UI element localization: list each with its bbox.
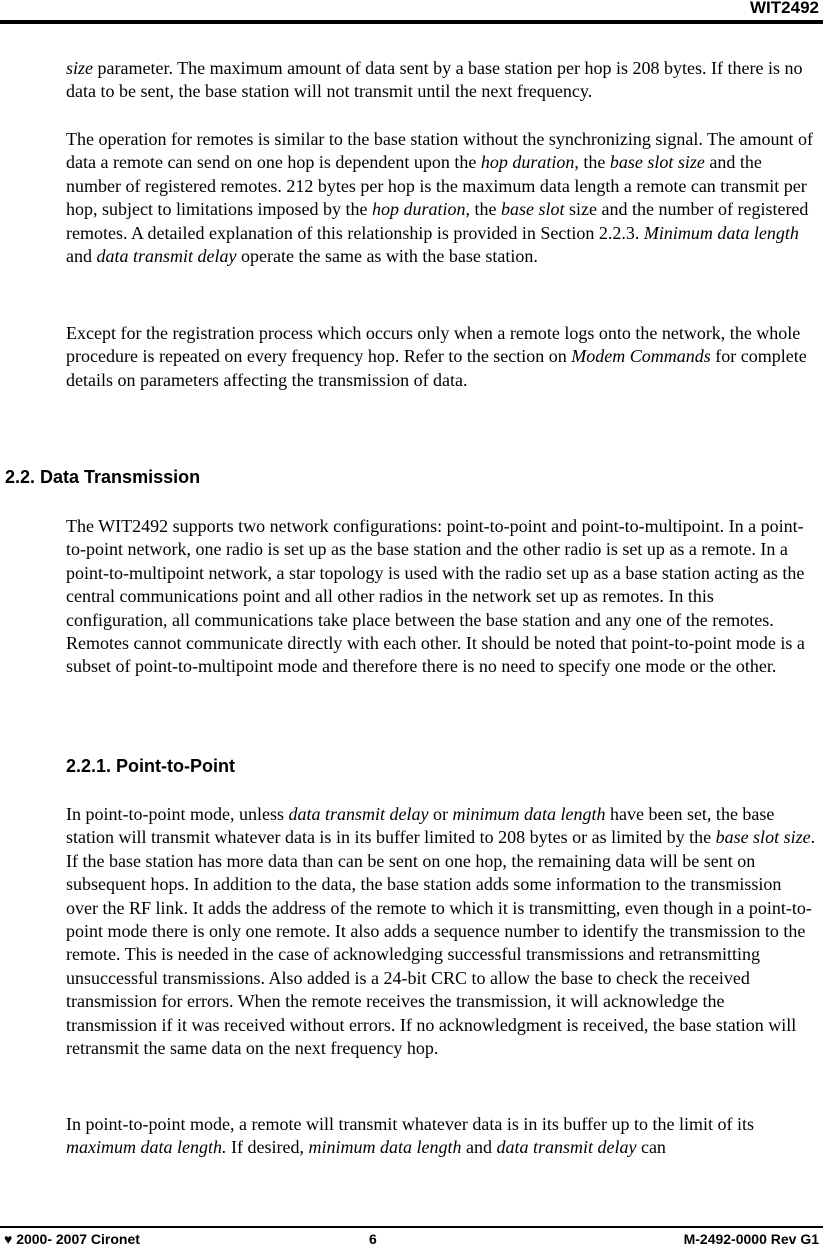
italic-term: hop duration [371, 199, 466, 220]
header-title: WIT2492 [750, 0, 819, 17]
paragraph-network-config [66, 515, 816, 679]
text-run: In point-to-point mode, a remote will transmit whatever data is in its buffer up to the limit of its [66, 1114, 755, 1134]
italic-term: minimum data length [308, 1137, 462, 1158]
text-run: . If the base station has more data than can be sent on one hop, the remaining data will be sent on subsequent hops. In addition to the data, the base station adds some information to the transmission over the RF link. It adds the address of the remote to which it is transmitting, even though in a point-to-point mode there is only one remote. It also adds a sequence number to identify the transmission to the remote. This is needed in the case of acknowledging successful transmissions and retransmitting unsuccessful transmissions. Also added is a 24-bit CRC to allow the base to check the received transmission for errors. When the remote receives the transmission, it will acknowledge the transmission if it was received without errors. If no acknowledgment is received, the base station will retransmit the same data on the next frequency hop. [66, 827, 816, 1059]
footer-page-number: 6 [369, 1231, 377, 1247]
text-run: have been set, the base station will transmit whatever data is in its buffer limited to 208 bytes or as limited by the [66, 804, 775, 848]
section-heading: 2.2. Data Transmission [5, 467, 201, 487]
italic-term: Minimum data length [643, 222, 799, 243]
text-run: The operation for remotes is similar to the base station without the synchronizing signal. The amount of data a remote can send on one hop is dependent upon the [66, 129, 814, 173]
italic-term: data transmit delay [288, 804, 429, 824]
italic-term: data transmit delay [496, 1137, 637, 1158]
footer-copyright: ♥ 2000- 2007 Cironet [4, 1231, 140, 1247]
text-run: size and the number of registered remotes. A detailed explanation of this relationship is provided in Section 2.2.3. [66, 199, 809, 243]
text-run: The WIT2492 supports two network configurations: point-to-point and point-to-multipoint. In a point-to-point network, one radio is set up as the base station and the other radio is set up as a remote. In a point-to-multipoint network, a star topology is used with the radio set up as a base station acting as the central communications point and all other radios in the network set up as remotes. In this configuration, all communications take place between the base station and any one of the remotes. Remotes cannot communicate directly with each other. It should be noted that point-to-point mode is a subset of point-to-multipoint mode and therefore there is no need to specify one mode or the other. [66, 516, 805, 677]
paragraph-registration [66, 322, 816, 392]
italic-term: maximum data length. [66, 1137, 227, 1158]
italic-term: size [66, 58, 93, 78]
italic-term: Modem Commands [571, 346, 711, 367]
paragraph-point-to-point [66, 803, 816, 1060]
text-run: and the number of registered remotes. 212 bytes per hop is the maximum data length a remote can transmit per hop, subject to limitations imposed by the [66, 152, 807, 220]
text-run: operate the same as with the base station. [236, 246, 538, 267]
italic-term: base slot size [715, 827, 811, 848]
text-run: Except for the registration process which occurs only when a remote logs onto the network, the whole procedure is repeated on every frequency hop. Refer to the section on [66, 323, 801, 367]
italic-term: minimum data length [452, 804, 606, 824]
paragraph-remote-transmit [66, 1113, 816, 1160]
text-run: for complete details on parameters affecting the transmission of data. [66, 346, 807, 390]
header-rule [0, 20, 823, 24]
text-run: , the [465, 199, 501, 220]
text-run: parameter. The maximum amount of data sent by a base station per hop is 208 bytes. If there is no data to be sent, the base station will not transmit until the next frequency. [66, 58, 803, 102]
italic-term: base slot [501, 199, 565, 220]
text-run: In point-to-point mode, unless [66, 804, 289, 824]
subsection-heading: 2.2.1. Point-to-Point [66, 756, 235, 776]
paragraph-remote-operation [66, 128, 816, 268]
paragraph-size-parameter [66, 57, 816, 104]
footer-rule [0, 1226, 823, 1228]
text-run: and [461, 1137, 497, 1158]
italic-term: hop duration [480, 152, 575, 173]
italic-term: base slot size [609, 152, 705, 173]
text-run: , the [574, 152, 610, 173]
text-run: If desired, [226, 1137, 309, 1158]
text-run: can [636, 1137, 666, 1158]
text-run: or [428, 804, 453, 824]
italic-term: data transmit delay [96, 246, 237, 267]
text-run: and [66, 246, 97, 267]
footer-doc-id: M-2492-0000 Rev G1 [683, 1231, 819, 1247]
